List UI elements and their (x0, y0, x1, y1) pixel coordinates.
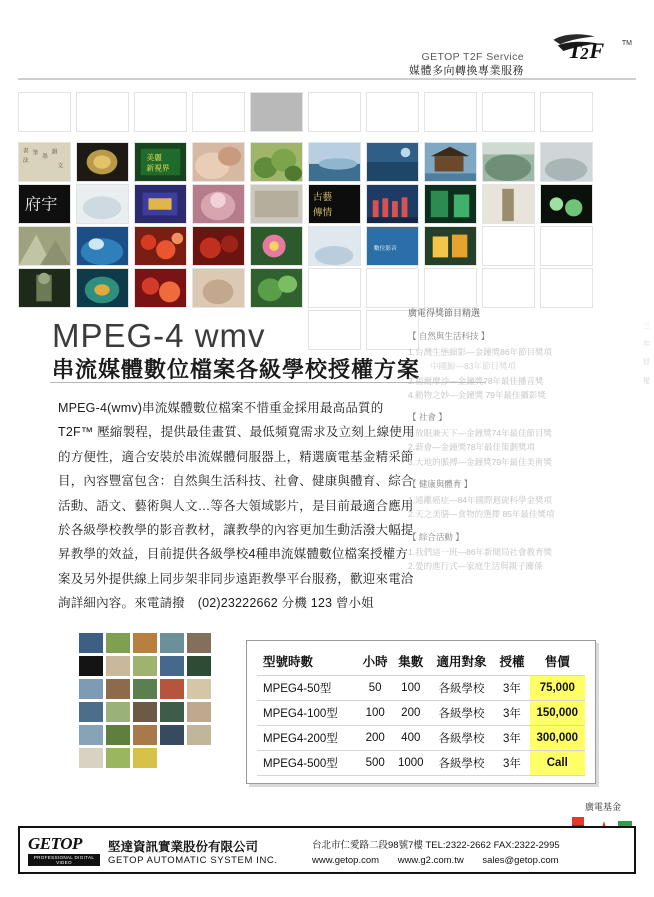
mosaic-cell (540, 92, 593, 132)
photo-mosaic (18, 92, 636, 310)
thumbnail-cell (78, 678, 104, 700)
mosaic-cell (76, 142, 129, 182)
t2f-swoosh-icon (530, 32, 626, 60)
thumbnail-cell (78, 632, 104, 654)
mosaic-cell (308, 142, 361, 182)
table-row (257, 701, 585, 726)
svg-text:T: T (567, 37, 582, 60)
cell-audience: 各級學校 (429, 726, 495, 751)
mosaic-cell (540, 268, 593, 308)
svg-text:2: 2 (580, 43, 589, 60)
cell-license: 3年 (494, 751, 529, 776)
awards-item: 中國鯨—83年節目獎項 (430, 361, 516, 372)
col-header-model: 型號時數 (263, 655, 314, 669)
cell-episodes: 200 (393, 701, 429, 726)
mosaic-cell (540, 142, 593, 182)
mosaic-cell (308, 92, 361, 132)
edge-mark: 三 (643, 323, 650, 330)
awards-item: 2.福爾摩沙—金鐘獎78年最佳播音獎 (408, 375, 544, 386)
awards-group-head: 【 綜合活動 】 (408, 531, 464, 542)
cell-hours: 100 (358, 701, 393, 726)
thumbnail-cell (186, 747, 212, 769)
awards-item: 1.我們這一班—86年新聞局社會教育獎 (408, 546, 553, 557)
t2f-logo (524, 38, 632, 84)
website-2[interactable]: www.g2.com.tw (397, 855, 464, 866)
thumbnail-cell (159, 747, 185, 769)
service-sub: 媒體多向轉換專業服務 (409, 65, 524, 78)
cell-model: MPEG4-50型 (257, 676, 358, 701)
getop-logo-name: GETOP (28, 834, 82, 853)
mosaic-cell (482, 92, 535, 132)
cell-model: MPEG4-100型 (257, 701, 358, 726)
cell-price: 300,000 (530, 726, 585, 751)
thumbnail-cell (132, 632, 158, 654)
edge-mark: 授 (643, 359, 650, 367)
getop-logo (28, 835, 100, 866)
page-header (0, 0, 654, 86)
cell-model: MPEG4-200型 (257, 726, 358, 751)
mosaic-cell (540, 226, 593, 266)
mosaic-cell (366, 92, 419, 132)
thumbnail-cell (186, 632, 212, 654)
cell-license: 3年 (494, 701, 529, 726)
thumbnail-cell (186, 678, 212, 700)
awards-title: 廣電得獎節目精選 (408, 308, 481, 318)
thumbnail-cell (159, 724, 185, 746)
thumbnail-cell (105, 724, 131, 746)
thumbnail-cell (159, 678, 185, 700)
svg-text:傳情: 傳情 (312, 207, 333, 219)
company-name-en: GETOP AUTOMATIC SYSTEM INC. (108, 855, 278, 866)
mosaic-cell (540, 184, 593, 224)
mosaic-cell (134, 184, 187, 224)
trademark-mark: TM (621, 40, 632, 47)
mosaic-cell (76, 226, 129, 266)
thumbnail-cell (78, 747, 104, 769)
cell-episodes: 400 (393, 726, 429, 751)
foundation-label: 廣電基金 (584, 802, 621, 812)
svg-text:美麗: 美麗 (146, 153, 162, 163)
mosaic-cell (192, 92, 245, 132)
title-sub: 串流媒體數位檔案各級學校授權方案 (52, 357, 421, 383)
mosaic-cell (424, 226, 477, 266)
svg-text:古藝: 古藝 (312, 192, 333, 204)
awards-group-head: 【 健康與體育 】 (408, 479, 473, 490)
mosaic-cell (76, 184, 129, 224)
thumbnail-cell (105, 678, 131, 700)
cell-hours: 500 (358, 751, 393, 776)
awards-item: 2.薪會—金鐘獎78年最佳策劃獎項 (408, 442, 536, 453)
mosaic-cell (366, 184, 419, 224)
email-address[interactable]: sales@getop.com (482, 855, 559, 866)
edge-mark: 年 (643, 341, 650, 349)
mosaic-cell (482, 268, 535, 308)
thumbnail-cell (186, 701, 212, 723)
thumbnail-cell (132, 678, 158, 700)
mosaic-cell (482, 142, 535, 182)
thumbnail-cell (78, 655, 104, 677)
thumbnail-cell (132, 724, 158, 746)
awards-item: 1.台灣生態縮影—金鐘獎86年節目獎項 (408, 346, 553, 357)
col-header-episodes: 集數 (398, 655, 424, 669)
company-name-cn: 堅達資訊實業股份有限公司 (108, 840, 259, 854)
thumbnail-cell (186, 724, 212, 746)
thumbnail-cell (132, 701, 158, 723)
mosaic-cell (424, 92, 477, 132)
awards-group-head: 【 自然與生活科技 】 (408, 331, 490, 342)
table-row (257, 751, 585, 776)
cell-episodes: 1000 (393, 751, 429, 776)
page-footer (18, 826, 636, 874)
cell-license: 3年 (494, 676, 529, 701)
mosaic-cell (366, 226, 419, 266)
cell-model: MPEG4-500型 (257, 751, 358, 776)
mosaic-cell (250, 92, 303, 132)
mosaic-cell (18, 268, 71, 308)
awards-item: 1.遠離癌症—84年國際迴旋科學金獎項 (408, 494, 553, 505)
col-header-hours: 小時 (362, 655, 388, 669)
mosaic-cell (308, 226, 361, 266)
pricing-panel (246, 640, 596, 784)
thumbnail-cell (132, 747, 158, 769)
svg-text:文: 文 (57, 163, 64, 170)
mosaic-cell (250, 226, 303, 266)
cell-audience: 各級學校 (429, 701, 495, 726)
mosaic-cell (18, 226, 71, 266)
awards-item: 2.天之美膳—食物的選擇 85年最佳獎項 (408, 509, 555, 520)
mosaic-cell (308, 184, 361, 224)
title-main: MPEG-4 wmv (52, 317, 266, 354)
mosaic-cell (482, 226, 535, 266)
thumbnail-cell (78, 724, 104, 746)
thumbnail-grid (78, 632, 218, 778)
col-header-audience: 適用對象 (436, 655, 487, 669)
thumbnail-cell (159, 655, 185, 677)
cell-hours: 50 (358, 676, 393, 701)
svg-text:新視界: 新視界 (146, 163, 170, 173)
getop-logo-tagline: PROFESSIONAL DIGITAL VIDEO (28, 854, 100, 866)
cell-license: 3年 (494, 726, 529, 751)
svg-text:韻: 韻 (51, 149, 58, 156)
cell-price: 150,000 (530, 701, 585, 726)
mosaic-cell (192, 226, 245, 266)
cell-episodes: 100 (393, 676, 429, 701)
awards-item: 4.動物之妙—金鐘獎 79年最佳攝影獎 (408, 390, 546, 401)
header-service-text (409, 50, 524, 79)
cell-audience: 各級學校 (429, 676, 495, 701)
thumbnail-cell (186, 655, 212, 677)
mosaic-cell (76, 268, 129, 308)
mosaic-cell (134, 142, 187, 182)
thumbnail-cell (105, 655, 131, 677)
awards-item: 3.大地的脈搏—金鐘獎79年最佳美術獎 (408, 456, 553, 467)
company-address: 台北市仁愛路二段98號7樓 TEL:2322-2662 FAX:2322-2995 (312, 840, 560, 851)
table-header-row (257, 649, 585, 676)
mosaic-cell (192, 142, 245, 182)
thumbnail-cell (159, 701, 185, 723)
thumbnail-cell (78, 701, 104, 723)
mosaic-cell (18, 92, 71, 132)
thumbnail-cell (105, 701, 131, 723)
mosaic-cell (192, 184, 245, 224)
svg-text:書: 書 (22, 148, 29, 155)
thumbnail-cell (105, 747, 131, 769)
mosaic-cell (76, 92, 129, 132)
col-header-price: 售價 (544, 655, 570, 669)
svg-text:府宇: 府宇 (24, 195, 58, 214)
mosaic-cell (250, 268, 303, 308)
svg-text:筆: 筆 (32, 150, 39, 157)
svg-text:法: 法 (22, 158, 29, 164)
mosaic-cell (308, 268, 361, 308)
svg-text:墨: 墨 (42, 154, 48, 161)
mosaic-cell (192, 268, 245, 308)
mosaic-cell (424, 184, 477, 224)
mosaic-cell (134, 268, 187, 308)
mosaic-cell (134, 92, 187, 132)
company-contact-line (312, 855, 575, 866)
pricing-table (257, 649, 585, 776)
mosaic-cell (424, 142, 477, 182)
mosaic-cell (366, 268, 419, 308)
mosaic-cell (18, 142, 71, 182)
mosaic-cell (250, 142, 303, 182)
mosaic-cell (482, 184, 535, 224)
table-row (257, 676, 585, 701)
svg-text:F: F (589, 37, 605, 60)
thumbnail-cell (105, 632, 131, 654)
svg-text:數位影音: 數位影音 (373, 245, 397, 252)
cell-audience: 各級學校 (429, 751, 495, 776)
awards-item: 1.放眼兼天下—金鐘獎74年最佳節目獎 (408, 427, 553, 438)
service-line: GETOP T2F Service (421, 51, 524, 63)
mosaic-cell (18, 184, 71, 224)
awards-column (408, 306, 618, 574)
website-1[interactable]: www.getop.com (312, 855, 380, 866)
cell-hours: 200 (358, 726, 393, 751)
edge-marks (638, 318, 650, 391)
mosaic-cell (134, 226, 187, 266)
awards-item: 2.愛的進行式—家庭生活與親子關係 (408, 561, 543, 572)
mosaic-cell (366, 142, 419, 182)
table-row (257, 726, 585, 751)
edge-mark: 權 (643, 377, 650, 385)
mosaic-cell (250, 184, 303, 224)
body-paragraph: MPEG-4(wmv)串流媒體數位檔案不惜重金採用最高品質的 T2F™ 壓縮製程，提供最佳畫質、最低頻寬需求及立刻上線使用的方便性，適合安裝於串流媒體伺服器上，精選廣電基金精采節目，內容豐富包含：自然與生活科技、社會、健康與體育、綜合活動、語文、藝術與人文…等各大領域影片，是目前最適合應用於各級學校教學的影音教材，讓教學的內容更加生動活潑大幅提昇教學的效益，目前提供各級學校4種串流媒體數位檔案授權方案及另外提供線上同步架非同步遠距教學平台服務，歡迎來電洽詢詳細內容。來電請撥 (02)23222662 分機 123 曾小姐 (58, 401, 415, 610)
thumbnail-cell (132, 655, 158, 677)
cell-price: 75,000 (530, 676, 585, 701)
col-header-license: 授權 (499, 655, 525, 669)
cell-price: Call (530, 751, 585, 776)
thumbnail-cell (159, 632, 185, 654)
awards-group-head: 【 社會 】 (408, 412, 447, 423)
mosaic-cell (424, 268, 477, 308)
